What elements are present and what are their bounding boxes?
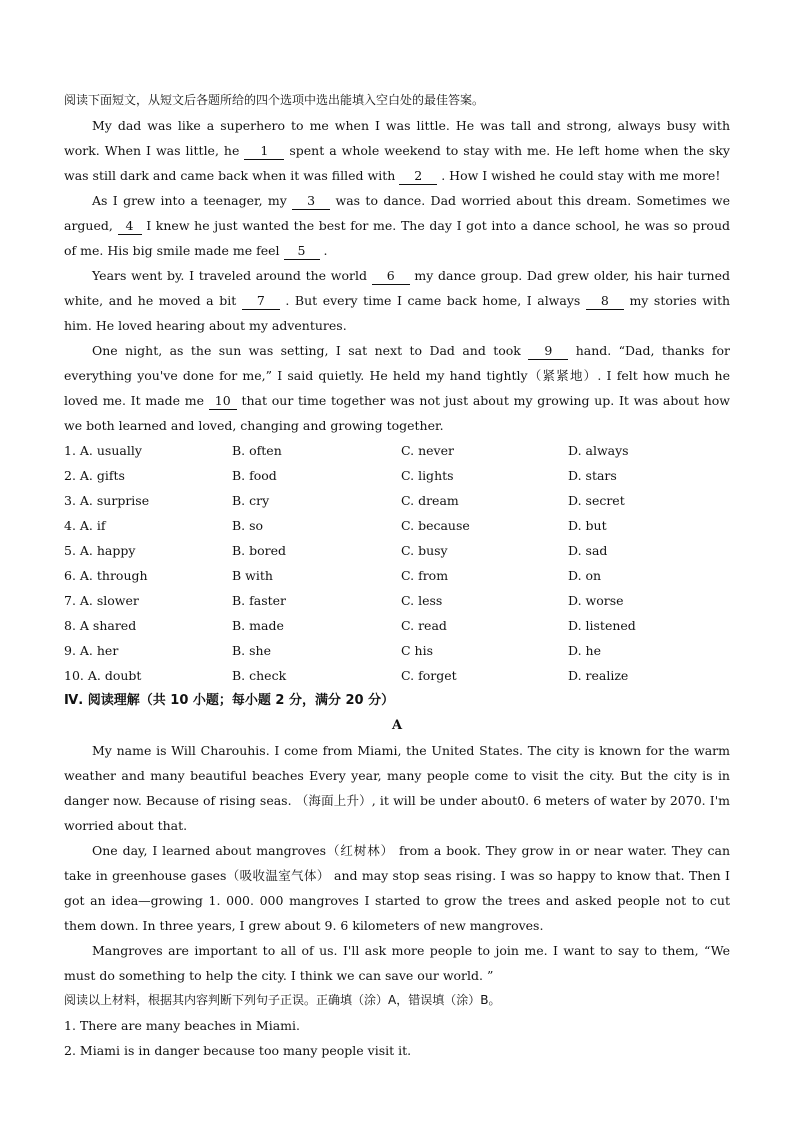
blank-1: 1 [244, 143, 284, 160]
passage-label: A [391, 718, 403, 733]
reading-paragraph-3: Mangroves are important to all of us. I'll ask more people to join me. I want to say to them, “We must do something to help the city. I think we can save our world. ” [64, 943, 730, 983]
option-row: 8. A shared B. made C. read D. listened [64, 618, 636, 633]
option-row: 6. A. through B with C. from D. on [64, 568, 602, 583]
option-row: 10. A. doubt B. check C. forget D. realize [64, 668, 629, 683]
reading-paragraph-2: One day, I learned about mangroves（红树林） from a book. They grow in or near water. They can take in greenhouse gases（吸收温室气体） and may stop seas rising. I was so happy to know that. Then I got an idea—growing 1. 000. 000 mangroves I started to grow the trees and asked people not to cut them down. In three years, I grew about 9. 6 kilometers of new mangroves. [64, 843, 730, 933]
blank-8: 8 [586, 293, 624, 310]
passage-paragraph-4: One night, as the sun was setting, I sat next to Dad and took 9 hand. “Dad, thanks for everything you've done for me,” I said quietly. He held my hand tightly（紧紧地）. I felt how much he loved me. It made me 10 that our time together was not just about my growing up. It was about how we both learned and loved, changing and growing together. [64, 343, 730, 433]
option-row: 2. A. gifts B. food C. lights D. stars [64, 468, 617, 483]
blank-7: 7 [242, 293, 280, 310]
blank-9: 9 [528, 343, 568, 360]
question-2: 2. Miami is in danger because too many people visit it. [64, 1043, 412, 1058]
option-row: 7. A. slower B. faster C. less D. worse [64, 593, 624, 608]
option-row: 4. A. if B. so C. because D. but [64, 518, 607, 533]
passage-paragraph-2: As I grew into a teenager, my 3 was to dance. Dad worried about this dream. Sometimes we argued, 4 I knew he just wanted the best for me. The day I got into a dance school, he was so proud of me. His big smile made me feel 5 . [64, 193, 730, 258]
option-row: 3. A. surprise B. cry C. dream D. secret [64, 493, 625, 508]
question-1: 1. There are many beaches in Miami. [64, 1018, 301, 1033]
reading-paragraph-1: My name is Will Charouhis. I come from Miami, the United States. The city is known for the warm weather and many beautiful beaches Every year, many people come to visit the city. But the city is in danger now. Because of rising seas. （海面上升）, it will be under about0. 6 meters of water by 2070. I'm worried about that. [64, 743, 730, 833]
option-row: 5. A. happy B. bored C. busy D. sad [64, 543, 608, 558]
passage-paragraph-3: Years went by. I traveled around the world 6 my dance group. Dad grew older, his hair turned white, and he moved a bit 7 . But every time I came back home, I always 8 my stories with him. He loved hearing about my adventures. [64, 268, 731, 333]
blank-4: 4 [118, 218, 142, 235]
section-heading: Ⅳ. 阅读理解（共 10 小题；每小题 2 分，满分 20 分） [64, 693, 395, 708]
passage-paragraph-1: My dad was like a superhero to me when I was little. He was tall and strong, always busy with work. When I was little, he 1 spent a whole weekend to stay with me. He left home when the sky was still dark and came back when it was filled with 2 . How I wished he could stay with me more! [64, 118, 730, 183]
blank-10: 10 [209, 393, 237, 410]
blank-2: 2 [399, 168, 437, 185]
blank-3: 3 [292, 193, 330, 210]
judgement-instruction: 阅读以上材料，根据其内容判断下列句子正误。正确填（涂）A，错误填（涂）B。 [64, 993, 501, 1007]
cloze-instruction: 阅读下面短文，从短文后各题所给的四个选项中选出能填入空白处的最佳答案。 [64, 93, 485, 107]
blank-5: 5 [284, 243, 320, 260]
option-row: 9. A. her B. she C his D. he [64, 643, 601, 658]
blank-6: 6 [372, 268, 410, 285]
worksheet-page [64, 88, 730, 1063]
options-list [64, 438, 730, 688]
option-row: 1. A. usually B. often C. never D. always [64, 443, 629, 458]
